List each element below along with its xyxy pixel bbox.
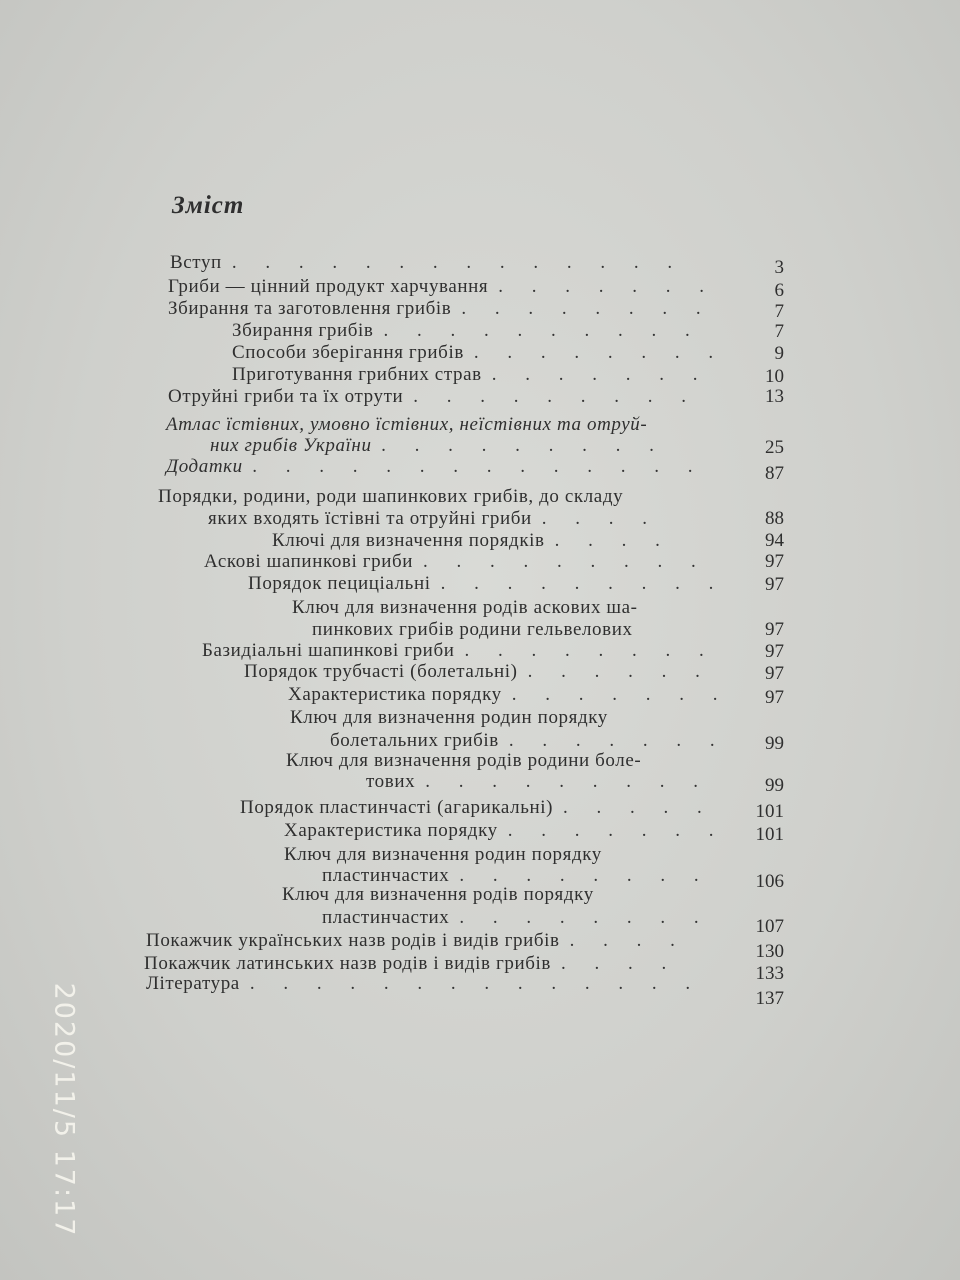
toc-leader-dots: . . . . . . . [508,730,727,751]
toc-leader-dots: . . . . . . [527,661,712,682]
toc-leader-dots: . . . . . . . . . . . . . . [249,973,703,994]
toc-page-number: 106 [755,871,784,892]
toc-page-number: 7 [774,321,784,342]
toc-page-number: 88 [765,508,784,529]
toc-entry-title: Аскові шапинкові гриби [204,551,414,572]
toc-page-number: 94 [765,530,784,551]
toc-page-number: 97 [765,574,784,595]
toc-page-number: 97 [765,641,784,662]
toc-leader-dots: . . . . . . . . . [423,551,708,572]
toc-leader-dots: . . . . . . . [491,364,710,385]
toc-entry-title: яких входять їстівні та отруйні гриби [208,508,532,529]
toc-page-number: 97 [765,551,784,572]
toc-page-number: 7 [774,301,784,322]
toc-leader-dots: . . . . . [563,797,714,818]
toc-leader-dots: . . . . . . . . . [425,771,710,792]
toc-page-number: 13 [765,386,784,407]
toc-entry-title: пластинчастих [322,907,450,928]
toc-entry-title: Порядок пластинчасті (агарикальні) [240,797,554,818]
toc-leader-dots: . . . . . . . . [459,907,711,928]
toc-leader-dots: . . . . [569,930,687,951]
toc-page-number: 25 [765,437,784,458]
toc-leader-dots: . . . . . . . [507,820,726,841]
toc-leader-dots: . . . . . . . . . . [383,320,702,341]
toc-entry-title: Ключ для визначення родів порядку [282,884,594,905]
toc-entry-title: Ключ для визначення родин порядку [290,707,608,728]
toc-entry-title: пластинчастих [322,865,450,886]
toc-entry-title: Базидіальні шапинкові гриби [202,640,455,661]
toc-page-number: 101 [755,801,784,822]
toc-entry-title: Атлас їстівних, умовно їстівних, неїстівних та отруй- [166,414,648,435]
toc-entry-title: Література [146,973,240,994]
toc-entry-title: Збирання грибів [232,320,374,341]
toc-leader-dots: . . . . . . . . . [413,386,699,407]
page-title: Зміст [172,192,245,219]
toc-entry-title: них грибів України [210,435,372,456]
toc-leader-dots: . . . . . . . . [464,640,716,661]
toc-page-number: 130 [755,941,784,962]
toc-page-number: 87 [765,463,784,484]
toc-leader-dots: . . . . . . . . . [440,573,726,594]
toc-entry-title: Ключ для визначення родин порядку [284,844,602,865]
toc-entry-title: Порядок трубчасті (болетальні) [244,661,518,682]
toc-page-number: 99 [765,775,784,796]
toc-leader-dots: . . . . [554,530,672,551]
toc-page-number: 101 [755,824,784,845]
toc-leader-dots: . . . . . . . . . . . . . . [231,252,685,273]
toc-entry-title: Додатки [166,456,243,477]
toc-page-number: 3 [774,257,784,278]
toc-entry-title: пинкових грибів родини гельвелових [312,619,633,640]
toc-leader-dots: . . . . [541,508,660,529]
toc-entry-title: Вступ [170,252,222,273]
photo-timestamp: 2020/11/5 17:17 [48,982,80,1238]
toc-entry-title: Отруйні гриби та їх отрути [168,386,404,407]
toc-entry-title: Покажчик латинських назв родів і видів грибів [144,953,551,974]
toc-entry-title: Гриби — цінний продукт харчування [168,276,489,297]
toc-leader-dots: . . . . . . . . . [381,435,667,456]
toc-entry-title: Збирання та заготовлення грибів [168,298,452,319]
toc-entry-title: Ключ для визначення родів аскових ша- [292,597,638,618]
toc-leader-dots: . . . . . . . . [473,342,726,363]
toc-entry-title: Характеристика порядку [284,820,498,841]
toc-page-number: 97 [765,687,784,708]
toc-page-number: 107 [755,916,784,937]
toc-page-number: 97 [765,663,784,684]
toc-entry-title: тових [366,771,416,792]
toc-entry-title: Покажчик українських назв родів і видів грибів [146,930,560,951]
toc-page-number: 10 [765,366,784,387]
toc-page-number: 99 [765,733,784,754]
toc-entry-title: Способи зберігання грибів [232,342,464,363]
toc-entry-title: Характеристика порядку [288,684,502,705]
toc-leader-dots: . . . . . . . [511,684,730,705]
toc-page-number: 133 [755,963,784,984]
toc-leader-dots: . . . . . . . [498,276,717,297]
toc-entry-title: Порядки, родини, роди шапинкових грибів, до складу [158,486,624,507]
toc-page-number: 6 [774,280,784,301]
toc-entry-title: болетальних грибів [330,730,499,751]
toc-page-number: 97 [765,619,784,640]
toc-entry-title: Ключі для визначення порядків [272,530,545,551]
toc-leader-dots: . . . . . . . . [459,865,711,886]
toc-page-number: 9 [774,343,784,364]
toc-leader-dots: . . . . . . . . . . . . . . [252,456,706,477]
toc-entry-title: Порядок пециціальні [248,573,431,594]
toc-entry-title: Ключ для визначення родів родини боле- [286,750,642,771]
toc-leader-dots: . . . . . . . . [461,298,713,319]
toc-leader-dots: . . . . [560,953,679,974]
toc-page-number: 137 [755,988,784,1009]
toc-entry-title: Приготування грибних страв [232,364,482,385]
